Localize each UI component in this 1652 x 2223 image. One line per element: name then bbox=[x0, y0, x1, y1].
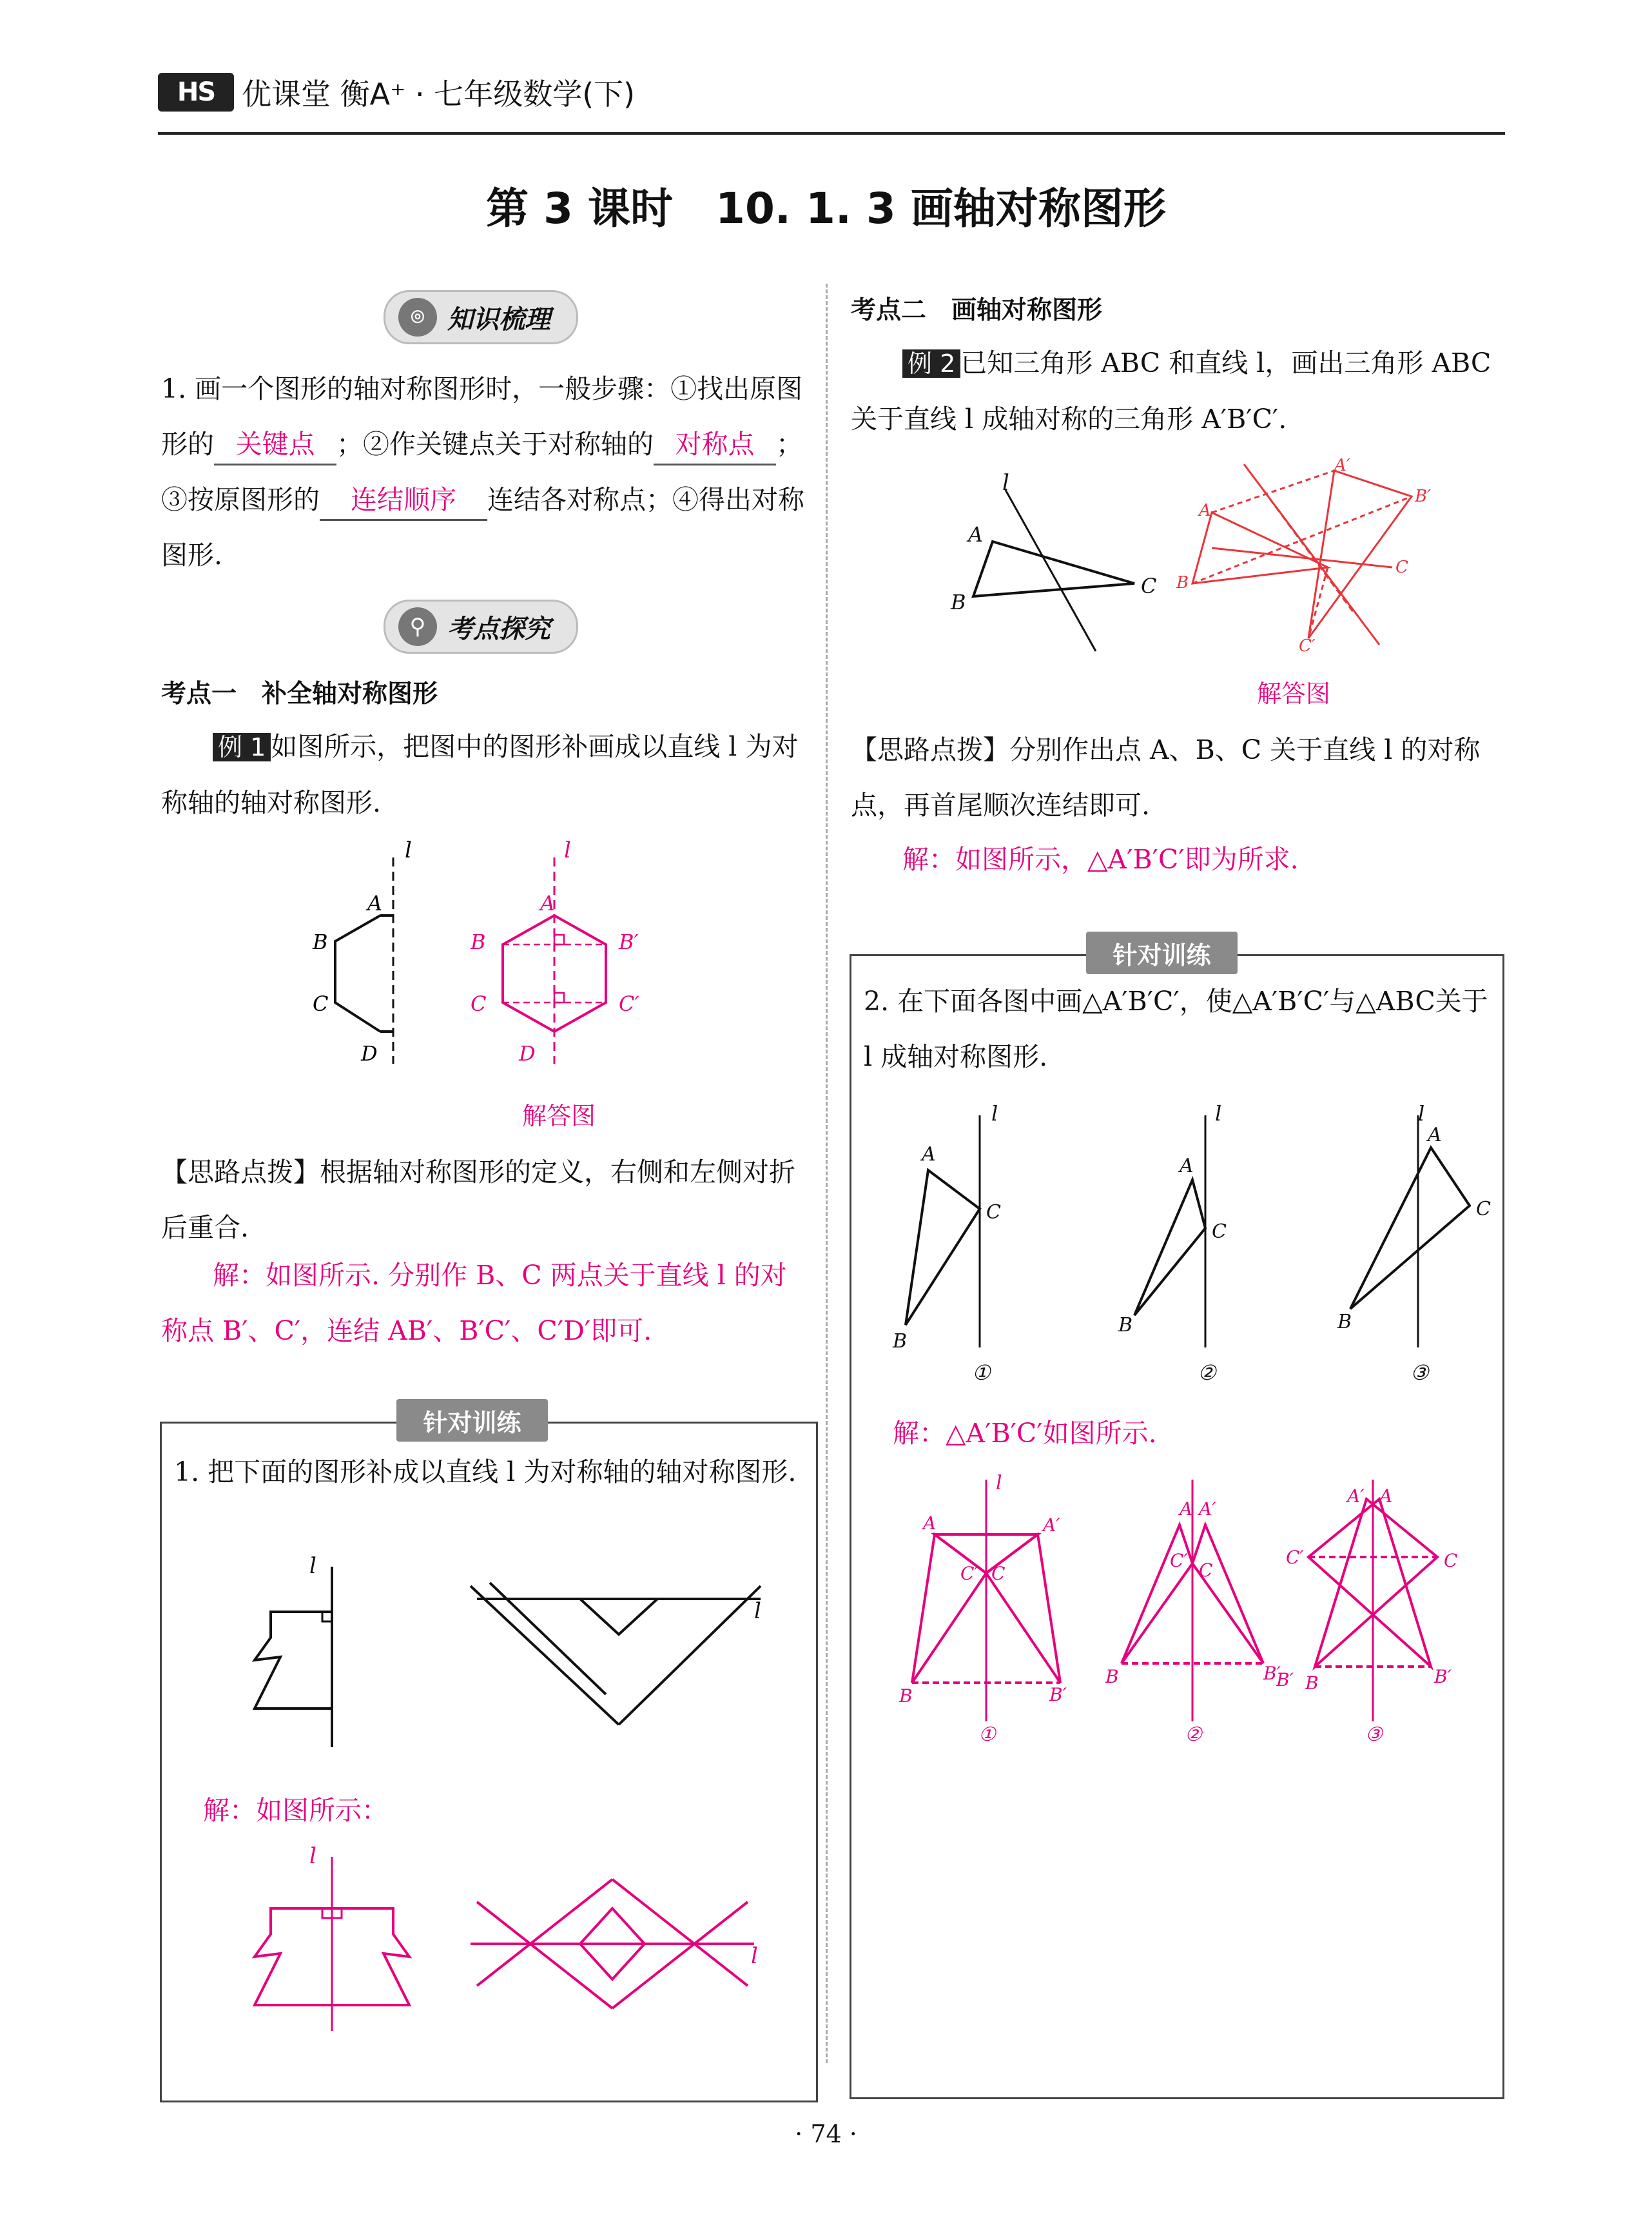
svg-text:A: A bbox=[1428, 1124, 1442, 1146]
svg-text:C: C bbox=[1395, 558, 1408, 577]
header-rule bbox=[158, 132, 1505, 135]
ex2-original bbox=[950, 470, 1156, 651]
training1-tab: 针对训练 bbox=[396, 1399, 548, 1442]
svg-text:C′: C′ bbox=[960, 1563, 978, 1584]
t1-fig-right bbox=[471, 1583, 761, 1725]
example1-solution-text: 解：如图所示. 分别作 B、C 两点关于直线 l 的对称点 B′、C′，连结 AB′、B′C′、C′D′即可. bbox=[161, 1260, 787, 1346]
svg-text:B: B bbox=[1305, 1672, 1319, 1694]
svg-text:B: B bbox=[471, 930, 486, 954]
explore-pill bbox=[384, 600, 578, 654]
t2-sol3 bbox=[1276, 1480, 1457, 1746]
svg-text:C′: C′ bbox=[1299, 636, 1316, 656]
training1-solution: 解：如图所示： bbox=[203, 1795, 388, 1826]
svg-text:B: B bbox=[899, 1685, 913, 1707]
svg-text:C: C bbox=[991, 1563, 1006, 1584]
svg-text:B: B bbox=[951, 590, 966, 614]
svg-text:C: C bbox=[986, 1201, 1001, 1224]
svg-text:C: C bbox=[1212, 1220, 1227, 1243]
knowledge-text-2: ；②作关键点关于对称轴的 bbox=[336, 429, 654, 460]
training2-figures bbox=[877, 1096, 1489, 1386]
explore-pill-label: 考点探究 bbox=[447, 614, 550, 644]
knowledge-text-1: 1. 画一个图形的轴对称图形时，一般步骤：①找出原图形的 bbox=[161, 373, 803, 460]
t2-sol1 bbox=[899, 1472, 1067, 1746]
svg-text:A: A bbox=[1180, 1498, 1193, 1520]
example1-solution bbox=[470, 837, 639, 1066]
svg-text:B′: B′ bbox=[1415, 487, 1432, 506]
example1-tip: 【思路点拨】根据轴对称图形的定义，右侧和左侧对折后重合. bbox=[161, 1157, 795, 1243]
training1-solution-figures bbox=[219, 1837, 786, 2037]
svg-text:B: B bbox=[1105, 1666, 1119, 1687]
svg-text:C: C bbox=[471, 992, 487, 1016]
knowledge-pill bbox=[384, 290, 578, 344]
example2-tip: 【思路点拨】分别作出点 A、B、C 关于直线 l 的对称点，再首尾顺次连结即可. bbox=[851, 734, 1481, 821]
svg-text:l: l bbox=[309, 1553, 316, 1579]
svg-text:②: ② bbox=[1198, 1360, 1216, 1385]
label-l: l bbox=[405, 837, 412, 863]
label-A: A bbox=[367, 891, 383, 916]
hs-logo: HS bbox=[158, 73, 234, 112]
svg-text:l: l bbox=[754, 1598, 761, 1624]
svg-text:B′: B′ bbox=[1263, 1663, 1281, 1684]
svg-text:A: A bbox=[923, 1513, 937, 1534]
svg-text:B′: B′ bbox=[1276, 1669, 1294, 1690]
training2-solution-figures bbox=[877, 1470, 1489, 1773]
half-shape bbox=[335, 916, 380, 1032]
point2-heading: 考点二 画轴对称图形 bbox=[851, 296, 1103, 325]
svg-text:C: C bbox=[1444, 1550, 1458, 1571]
svg-text:A′: A′ bbox=[1199, 1498, 1216, 1520]
location-pin-icon: ⌾ bbox=[398, 298, 437, 337]
svg-text:③: ③ bbox=[1365, 1723, 1383, 1746]
svg-text:l: l bbox=[564, 837, 571, 863]
training2-solution: 解：△A′B′C′如图所示. bbox=[893, 1418, 1157, 1449]
blank-symmetric-points: 对称点 bbox=[654, 425, 776, 465]
svg-text:l: l bbox=[1002, 470, 1009, 496]
svg-text:B′: B′ bbox=[1049, 1684, 1067, 1705]
svg-text:A: A bbox=[1379, 1485, 1393, 1507]
svg-text:B: B bbox=[1118, 1314, 1133, 1337]
t1-sol-left bbox=[255, 1843, 409, 2031]
svg-text:l: l bbox=[1418, 1101, 1425, 1126]
example1-caption: 解答图 bbox=[522, 1102, 596, 1130]
point1-heading: 考点一 补全轴对称图形 bbox=[161, 680, 438, 709]
example2-figure bbox=[941, 451, 1444, 664]
t2-fig1 bbox=[892, 1101, 1001, 1385]
training1-question: 1. 把下面的图形补成以直线 l 为对称轴的轴对称图形. bbox=[174, 1456, 797, 1487]
svg-text:B: B bbox=[1337, 1311, 1352, 1333]
example2-tag: 例 2 bbox=[902, 349, 960, 378]
svg-text:③: ③ bbox=[1410, 1360, 1429, 1385]
svg-text:l: l bbox=[309, 1843, 316, 1869]
example2-caption: 解答图 bbox=[1257, 680, 1331, 708]
svg-text:②: ② bbox=[1185, 1723, 1202, 1746]
svg-text:l: l bbox=[996, 1472, 1002, 1494]
svg-text:A: A bbox=[1199, 501, 1211, 520]
label-B: B bbox=[313, 930, 328, 954]
training2-question: 2. 在下面各图中画△A′B′C′，使△A′B′C′与△ABC关于 l 成轴对称图形. bbox=[864, 986, 1488, 1072]
label-C: C bbox=[313, 992, 329, 1016]
svg-text:C: C bbox=[1141, 574, 1157, 598]
example2-text: 已知三角形 ABC 和直线 l，画出三角形 ABC 关于直线 l 成轴对称的三角形 A′B′C′. bbox=[851, 348, 1492, 435]
svg-text:l: l bbox=[991, 1101, 998, 1126]
svg-text:A′: A′ bbox=[1043, 1514, 1060, 1536]
svg-text:①: ① bbox=[972, 1360, 991, 1385]
knowledge-text-3: ；③按原图形的 bbox=[161, 429, 802, 515]
svg-text:C′: C′ bbox=[619, 992, 639, 1016]
svg-text:B′: B′ bbox=[1434, 1666, 1452, 1687]
t1-fig-left bbox=[255, 1553, 332, 1747]
svg-text:C: C bbox=[1476, 1198, 1491, 1220]
blank-connect-order: 连结顺序 bbox=[320, 480, 487, 521]
svg-text:A: A bbox=[922, 1143, 936, 1166]
training2-tab: 针对训练 bbox=[1086, 932, 1238, 974]
training1-figures bbox=[219, 1547, 786, 1754]
example1-figure bbox=[296, 832, 683, 1077]
svg-text:B: B bbox=[1176, 573, 1189, 592]
page-title: 第 3 课时 10. 1. 3 画轴对称图形 bbox=[486, 184, 1166, 233]
example1-original bbox=[312, 837, 412, 1066]
svg-text:A: A bbox=[540, 891, 556, 916]
svg-text:C′: C′ bbox=[1286, 1547, 1304, 1568]
svg-text:B: B bbox=[893, 1330, 908, 1353]
label-D: D bbox=[361, 1041, 378, 1066]
column-divider bbox=[826, 284, 828, 2063]
svg-text:l: l bbox=[751, 1943, 758, 1969]
knowledge-text-4: 连结各对称点；④得出对称图形. bbox=[161, 484, 804, 571]
ex2-solution bbox=[1176, 456, 1431, 656]
t2-fig2 bbox=[1118, 1101, 1227, 1385]
svg-text:l: l bbox=[1215, 1101, 1222, 1126]
svg-text:A: A bbox=[1180, 1155, 1194, 1177]
example2-solution-text: 解：如图所示，△A′B′C′即为所求. bbox=[902, 844, 1299, 875]
example1 bbox=[161, 719, 812, 830]
header-text: 优课堂 衡A⁺ · 七年级数学(下) bbox=[242, 77, 636, 112]
knowledge-item bbox=[161, 361, 812, 583]
svg-text:C: C bbox=[1199, 1560, 1213, 1581]
svg-text:A′: A′ bbox=[1334, 456, 1350, 475]
example1-tag: 例 1 bbox=[213, 733, 271, 761]
svg-text:A: A bbox=[968, 522, 984, 547]
svg-text:D: D bbox=[519, 1041, 536, 1066]
t1-sol-right bbox=[471, 1879, 758, 2008]
svg-text:B′: B′ bbox=[619, 930, 639, 954]
t2-sol2 bbox=[1105, 1480, 1281, 1746]
magnifier-icon: ⚲ bbox=[398, 607, 437, 646]
svg-text:①: ① bbox=[978, 1723, 996, 1746]
blank-key-points: 关键点 bbox=[214, 425, 336, 465]
t2-fig3 bbox=[1337, 1101, 1491, 1385]
example2 bbox=[851, 335, 1515, 447]
example1-text: 如图所示，把图中的图形补画成以直线 l 为对称轴的轴对称图形. bbox=[161, 731, 799, 818]
page-number: · 74 · bbox=[795, 2120, 857, 2148]
svg-text:C′: C′ bbox=[1170, 1550, 1188, 1571]
knowledge-pill-label: 知识梳理 bbox=[447, 304, 550, 335]
page-header bbox=[158, 70, 635, 115]
svg-text:A′: A′ bbox=[1347, 1485, 1365, 1507]
